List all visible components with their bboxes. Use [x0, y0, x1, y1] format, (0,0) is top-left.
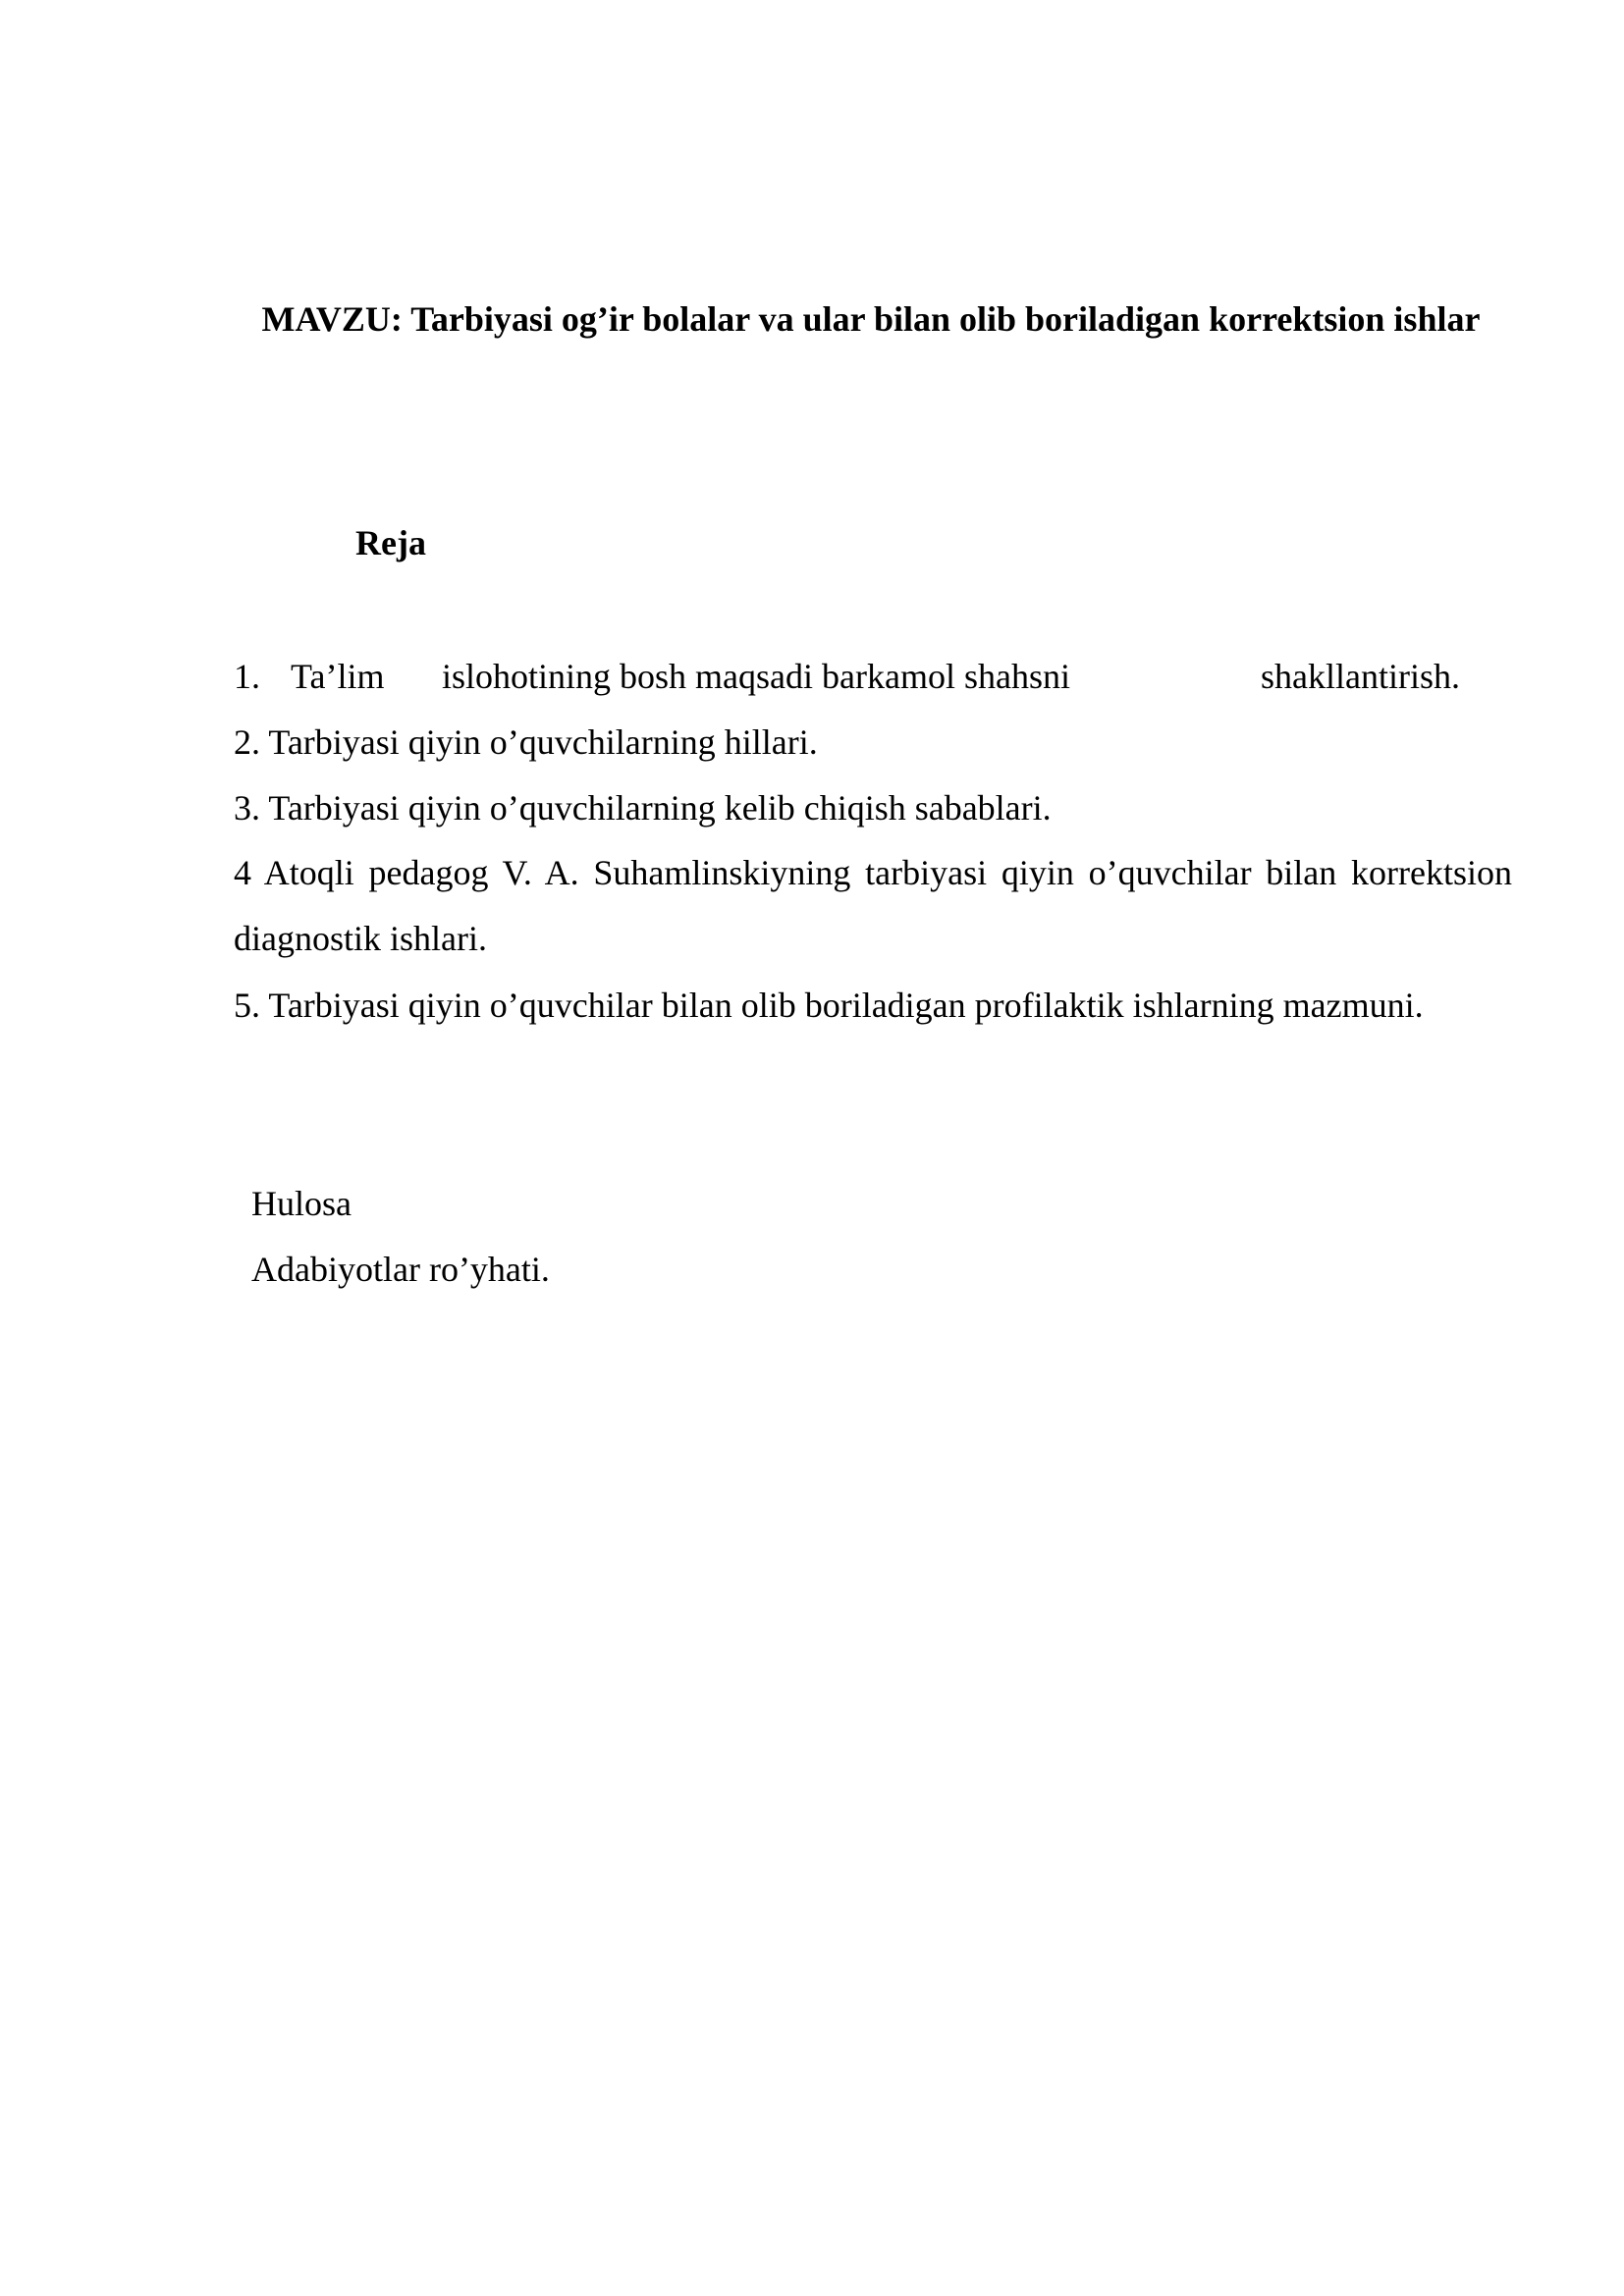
document-title: MAVZU: Tarbiyasi og’ir bolalar va ular bilan olib boriladigan korrektsion ishlar: [261, 299, 1481, 339]
plan-heading: Reja: [355, 523, 426, 562]
plan-item-1-part-3: shakllantirish.: [1261, 657, 1460, 696]
plan-item-1-part-1: Ta’lim: [291, 657, 385, 696]
plan-item-3: 3. Tarbiyasi qiyin o’quvchilarning kelib chiqish sabablari.: [234, 788, 1052, 828]
conclusion-label: Hulosa: [251, 1184, 352, 1223]
plan-item-2: 2. Tarbiyasi qiyin o’quvchilarning hillari.: [234, 722, 818, 762]
plan-item-5: 5. Tarbiyasi qiyin o’quvchilar bilan olib boriladigan profilaktik ishlarning mazmuni.: [234, 986, 1424, 1025]
plan-item-1-part-2: islohotining bosh maqsadi barkamol shahsni: [442, 657, 1070, 696]
plan-item-4: 4 Atoqli pedagog V. A. Suhamlinskiyning tarbiyasi qiyin o’quvchilar bilan korrektsion diagnostik ishlari.: [234, 853, 1512, 958]
references-label: Adabiyotlar ro’yhati.: [251, 1250, 550, 1289]
plan-item-1-number: 1.: [234, 657, 260, 696]
